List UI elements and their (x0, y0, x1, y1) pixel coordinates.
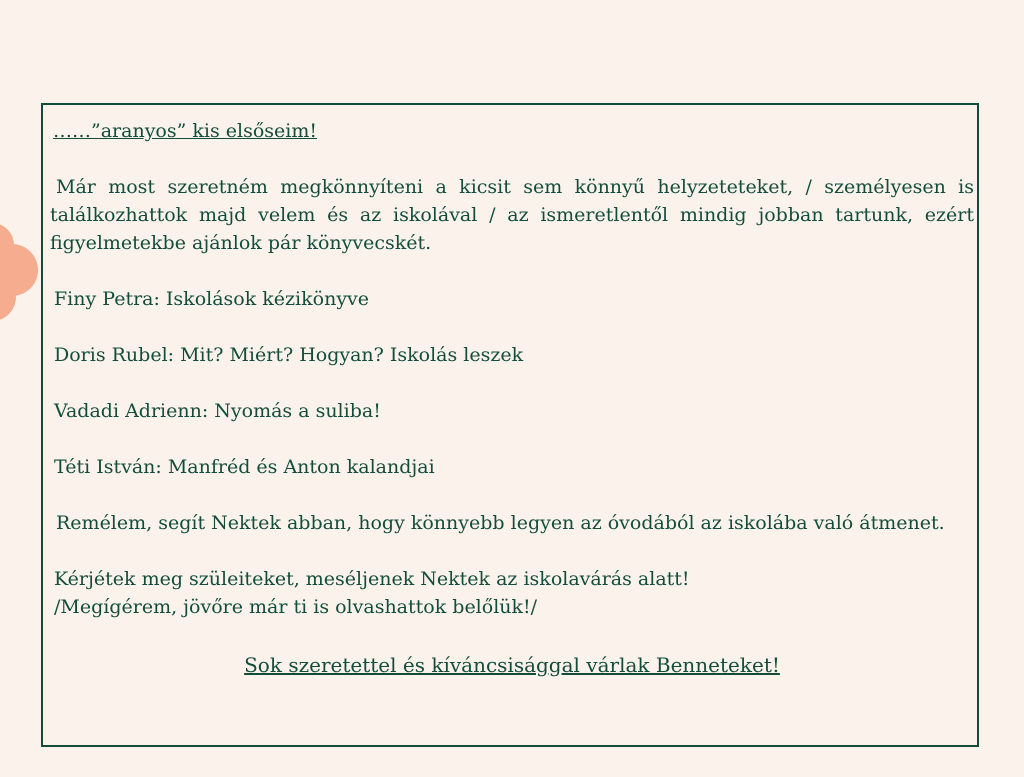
letter-frame (41, 103, 979, 747)
intro-paragraph: Már most szeretném megkönnyíteni a kicsit sem könnyű helyzeteteket, / személyesen is találkozhattok majd velem és az iskolával / az ismeretlentől mindig jobban tartunk, ezért figyelmetekbe ajánlok pár könyvecskét. (50, 176, 974, 254)
letter-heading: ……”aranyos” kis elsőseim! (53, 120, 317, 142)
letter-body (50, 117, 974, 679)
book-item: Doris Rubel: Mit? Miért? Hogyan? Iskolás leszek (54, 344, 524, 366)
hope-paragraph: Remélem, segít Nektek abban, hogy könnyebb legyen az óvodából az iskolába való átmenet. (56, 512, 945, 534)
request-line: Kérjétek meg szüleiteket, meséljenek Nektek az iskolavárás alatt! (54, 568, 690, 590)
decorative-cloud-shape (0, 215, 40, 325)
promise-line: /Megígérem, jövőre már ti is olvashattok belőlük!/ (54, 596, 538, 618)
closing-line: Sok szeretettel és kíváncsisággal várlak Benneteket! (244, 653, 780, 677)
book-item: Finy Petra: Iskolások kézikönyve (54, 288, 370, 310)
book-item: Téti István: Manfréd és Anton kalandjai (54, 456, 435, 478)
book-item: Vadadi Adrienn: Nyomás a suliba! (54, 400, 381, 422)
